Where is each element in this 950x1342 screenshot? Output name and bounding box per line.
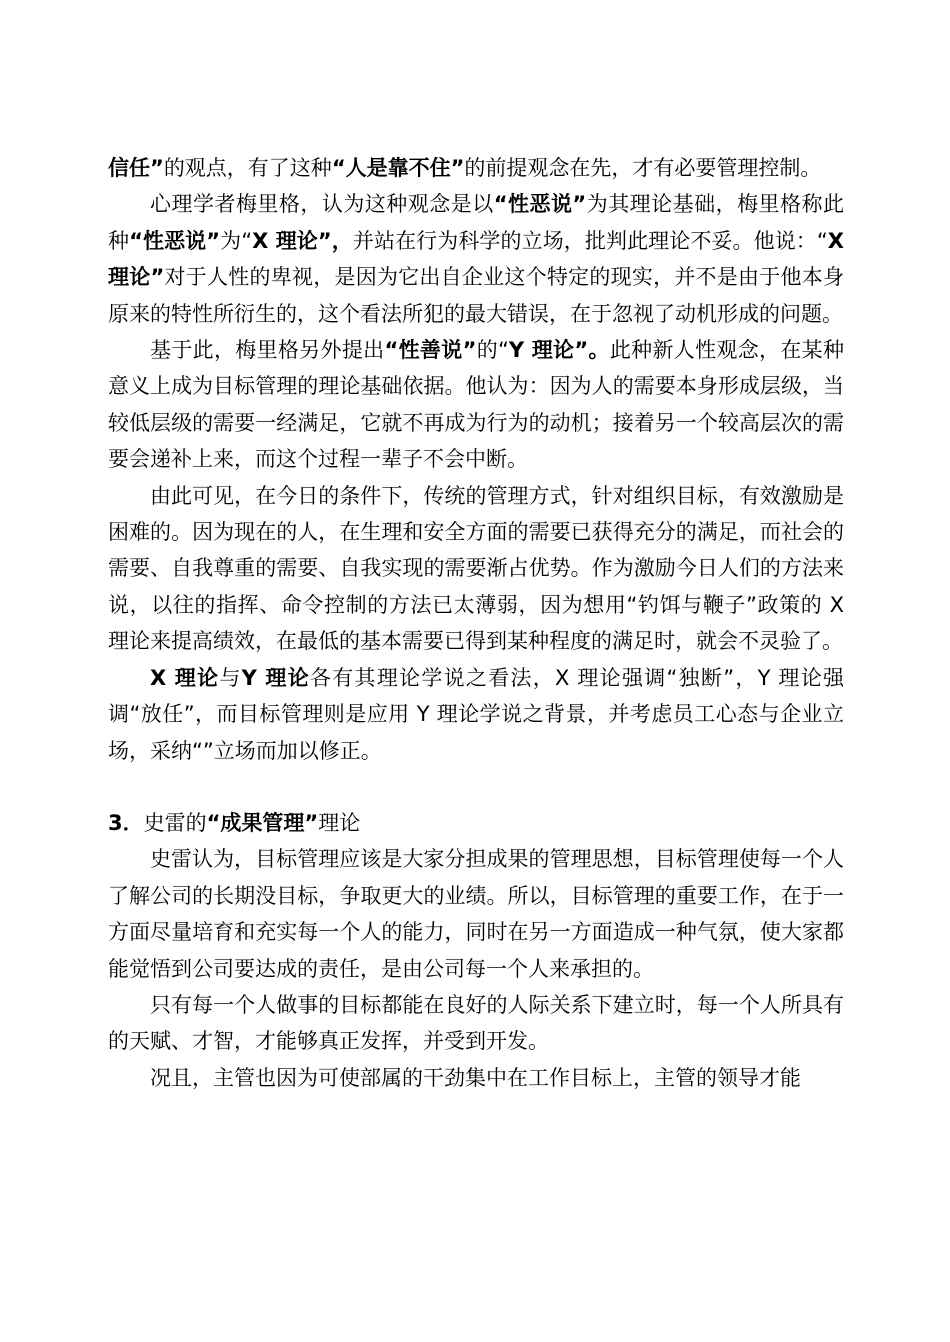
section-spacer — [108, 769, 844, 805]
text-run: 并站在行为科学的立场，批判此理论不妥。他说：“ — [352, 228, 828, 253]
text-run: X 理论 — [150, 665, 220, 690]
text-run: 与 — [219, 665, 242, 690]
heading-emphasis: “成果管理” — [206, 810, 319, 835]
paragraph-1 — [108, 186, 844, 332]
paragraph-4 — [108, 660, 844, 769]
text-run: 由此可见，在今日的条件下，传统的管理方式，针对组织目标，有效激励是困难的。因为现在的人，在生理和安全方面的需要已获得充分的满足，而社会的需要、自我尊重的需要、自我实现的需要渐占优势。作为激励今日人们的方法来说，以往的指挥、命令控制的方法已太薄弱，因为想用“钓饵与鞭子”政策的 X 理论来提高绩效，在最低的基本需要已得到某种程度的满足时，就会不灵验了。 — [108, 483, 844, 654]
text-run: 心理学者梅里格，认为这种观念是以 — [150, 192, 494, 217]
paragraph-3 — [108, 478, 844, 660]
text-run: X 理论”， — [252, 228, 353, 253]
text-run: 基于此，梅里格另外提出 — [150, 338, 385, 363]
section-heading — [108, 805, 844, 841]
text-run: 为“ — [220, 228, 253, 253]
text-run: 各有其理论学说之看法，X 理论强调“独断”，Y 理论强调“放任”，而目标管理则是应用 Y 理论学说之背景，并考虑员工心态与企业立场，采纳“”立场而加以修正。 — [108, 665, 844, 763]
heading-text: 理论 — [318, 810, 361, 835]
text-run: “性善说” — [384, 338, 477, 363]
paragraph-5 — [108, 841, 844, 987]
text-run: 的前提观念在先，才有必要管理控制。 — [464, 156, 822, 180]
text-run: 的观点，有了这种 — [163, 156, 332, 180]
text-run: X 理论” — [108, 228, 844, 290]
text-run: “人是靠不住” — [331, 156, 465, 180]
paragraph-6 — [108, 987, 844, 1060]
paragraph-7 — [108, 1060, 844, 1096]
paragraph-2 — [108, 332, 844, 478]
text-run: 史雷认为，目标管理应该是大家分担成果的管理思想，目标管理使每一个人了解公司的长期没目标，争取更大的业绩。所以，目标管理的重要工作，在于一方面尽量培育和充实每一个人的能力，同时在另一方面造成一种气氛，使大家都能觉悟到公司要达成的责任，是由公司每一个人来承担的。 — [108, 847, 844, 981]
paragraph-0 — [108, 150, 844, 186]
text-run: 此种新人性观念，在某种意义上成为目标管理的理论基础依据。他认为：因为人的需要本身形成层级，当较低层级的需要一经满足，它就不再成为行为的动机；接着另一个较高层次的需要会递补上来，而这个过程一辈子不会中断。 — [108, 338, 844, 472]
text-run: 对于人性的卑视，是因为它出自企业这个特定的现实，并不是由于他本身原来的特性所衍生的，这个看法所犯的最大错误，在于忽视了动机形成的问题。 — [108, 265, 844, 326]
text-run: Y 理论 — [241, 665, 310, 690]
text-run: 信任” — [108, 156, 164, 180]
text-run: 况且，主管也因为可使部属的干劲集中在工作目标上，主管的领导才能 — [150, 1065, 801, 1090]
heading-number: 3． — [108, 810, 144, 835]
text-run: 的“ — [476, 338, 509, 363]
text-run: “性恶说” — [493, 192, 587, 217]
text-run: Y 理论”。 — [508, 338, 610, 363]
heading-text: 史雷的 — [143, 810, 207, 835]
text-run: 为其理论基础，梅里格称此种 — [108, 192, 845, 253]
document-body — [108, 150, 844, 1096]
text-run: “性恶说” — [129, 228, 221, 253]
text-run: 只有每一个人做事的目标都能在良好的人际关系下建立时，每一个人所具有的天赋、才智，才能够真正发挥，并受到开发。 — [108, 992, 844, 1054]
